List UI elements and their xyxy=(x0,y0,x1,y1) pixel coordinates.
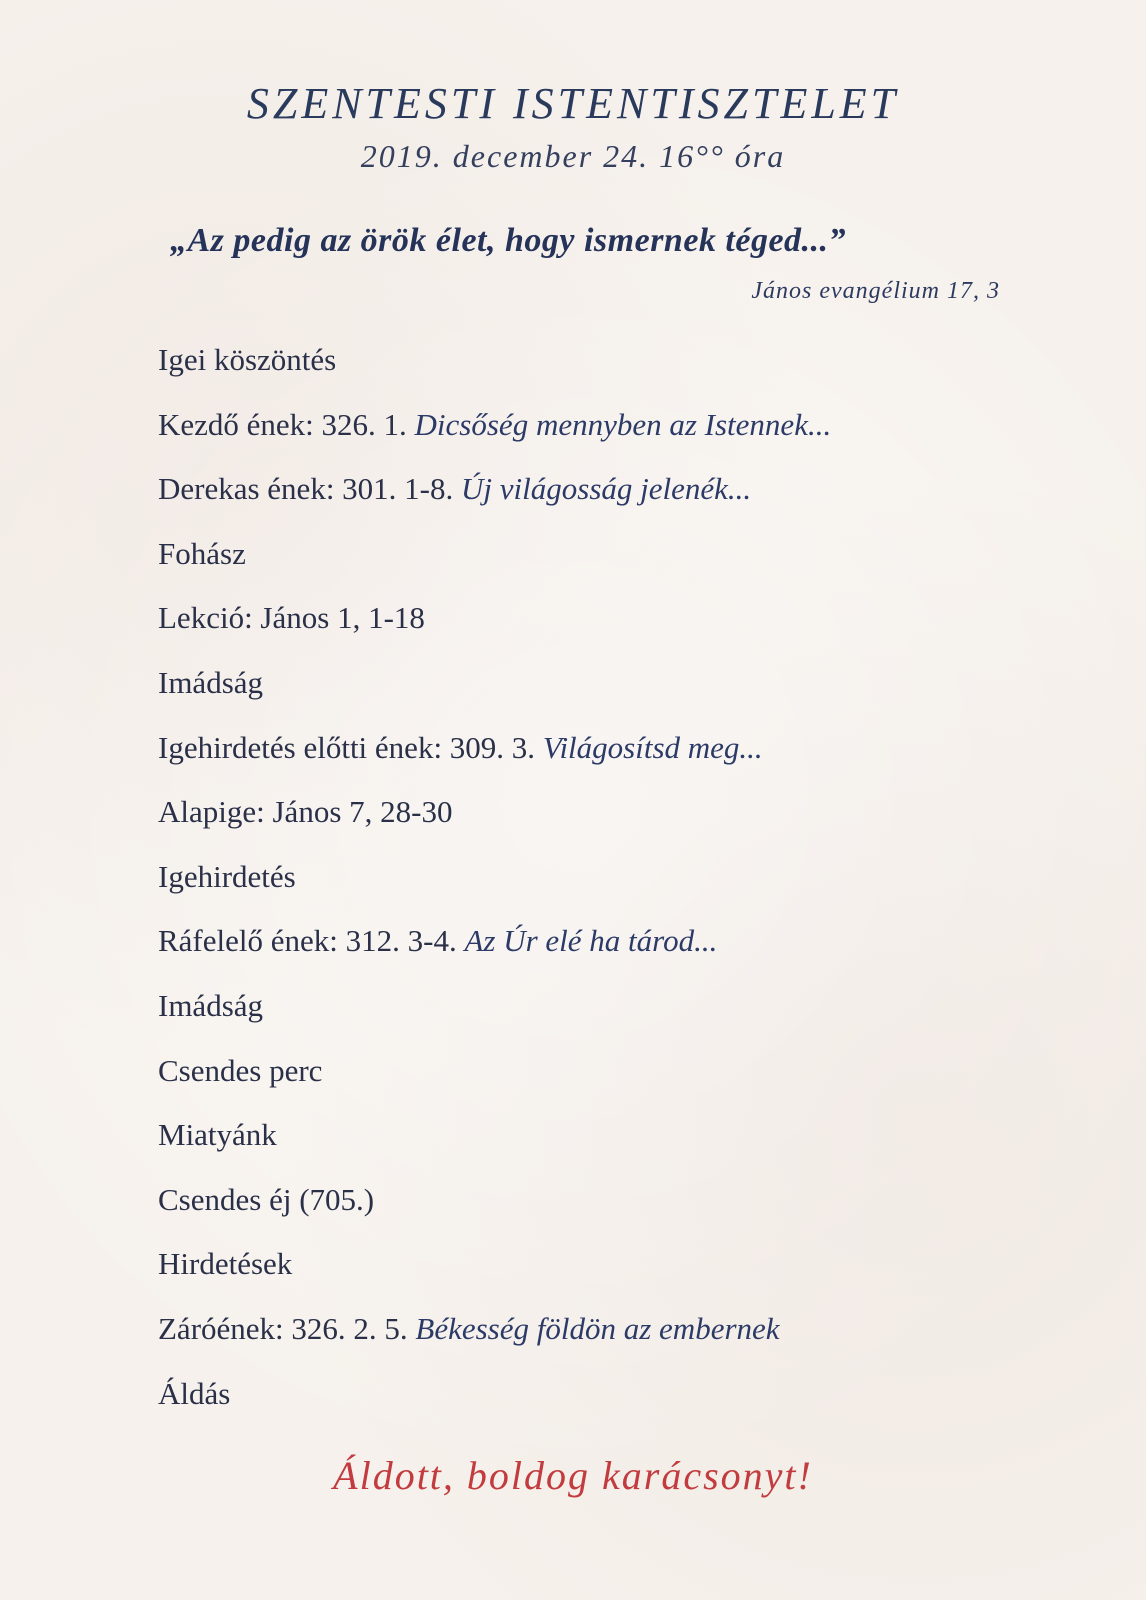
motto-quote: „Az pedig az örök élet, hogy ismernek téged...” xyxy=(170,222,847,259)
program-item-title: Dicsőség mennyben az Istennek... xyxy=(414,406,832,442)
program-item xyxy=(158,469,1018,534)
program-item xyxy=(158,1115,1018,1180)
program-item xyxy=(158,986,1018,1051)
program-item xyxy=(158,663,1018,728)
program-item-text: Derekas ének: 301. 1-8. xyxy=(158,471,462,507)
program-item xyxy=(158,1051,1018,1116)
program-item-text: Alapige: János 7, 28-30 xyxy=(158,794,453,830)
program-item-text: Fohász xyxy=(158,535,246,571)
program-item xyxy=(158,728,1018,793)
program-item xyxy=(158,857,1018,922)
program-item xyxy=(158,340,1018,405)
service-date: 2019. december 24. 16°° óra xyxy=(360,138,786,174)
program-item-title: Világosítsd meg... xyxy=(542,729,763,765)
program-item xyxy=(158,405,1018,470)
program-item-text: Ráfelelő ének: 312. 3-4. xyxy=(158,923,465,959)
program-item-text: Hirdetések xyxy=(158,1246,293,1282)
program-list xyxy=(158,340,1018,1438)
program-item-title: Az Úr elé ha tárod... xyxy=(464,923,718,959)
program-item-text: Záróének: 326. 2. 5. xyxy=(158,1310,416,1346)
program-item-text: Csendes perc xyxy=(158,1052,323,1088)
program-item xyxy=(158,792,1018,857)
program-item-title: Békesség földön az embernek xyxy=(415,1310,780,1346)
program-item-text: Igehirdetés xyxy=(158,858,296,894)
service-title: SZENTESTI ISTENTISZTELET xyxy=(246,79,900,128)
program-item-text: Imádság xyxy=(158,987,264,1023)
motto-reference: János evangélium 17, 3 xyxy=(751,278,1000,304)
program-item xyxy=(158,1180,1018,1245)
program-item-text: Csendes éj (705.) xyxy=(158,1181,375,1217)
program-item-title: Új világosság jelenék... xyxy=(461,471,752,507)
program-item xyxy=(158,598,1018,663)
program-item-text: Kezdő ének: 326. 1. xyxy=(158,406,415,442)
program-item-text: Imádság xyxy=(158,664,264,700)
program-item xyxy=(158,534,1018,599)
program-item-text: Miatyánk xyxy=(158,1117,277,1153)
program-item xyxy=(158,1244,1018,1309)
program-item-text: Áldás xyxy=(158,1375,231,1411)
program-item xyxy=(158,1309,1018,1374)
program-item-text: Igei köszöntés xyxy=(158,342,337,377)
program-item-text: Lekció: János 1, 1-18 xyxy=(158,600,425,636)
program-item xyxy=(158,921,1018,986)
program-item xyxy=(158,1374,1018,1439)
closing-greeting: Áldott, boldog karácsonyt! xyxy=(333,1453,813,1498)
program-item-text: Igehirdetés előtti ének: 309. 3. xyxy=(158,729,543,765)
